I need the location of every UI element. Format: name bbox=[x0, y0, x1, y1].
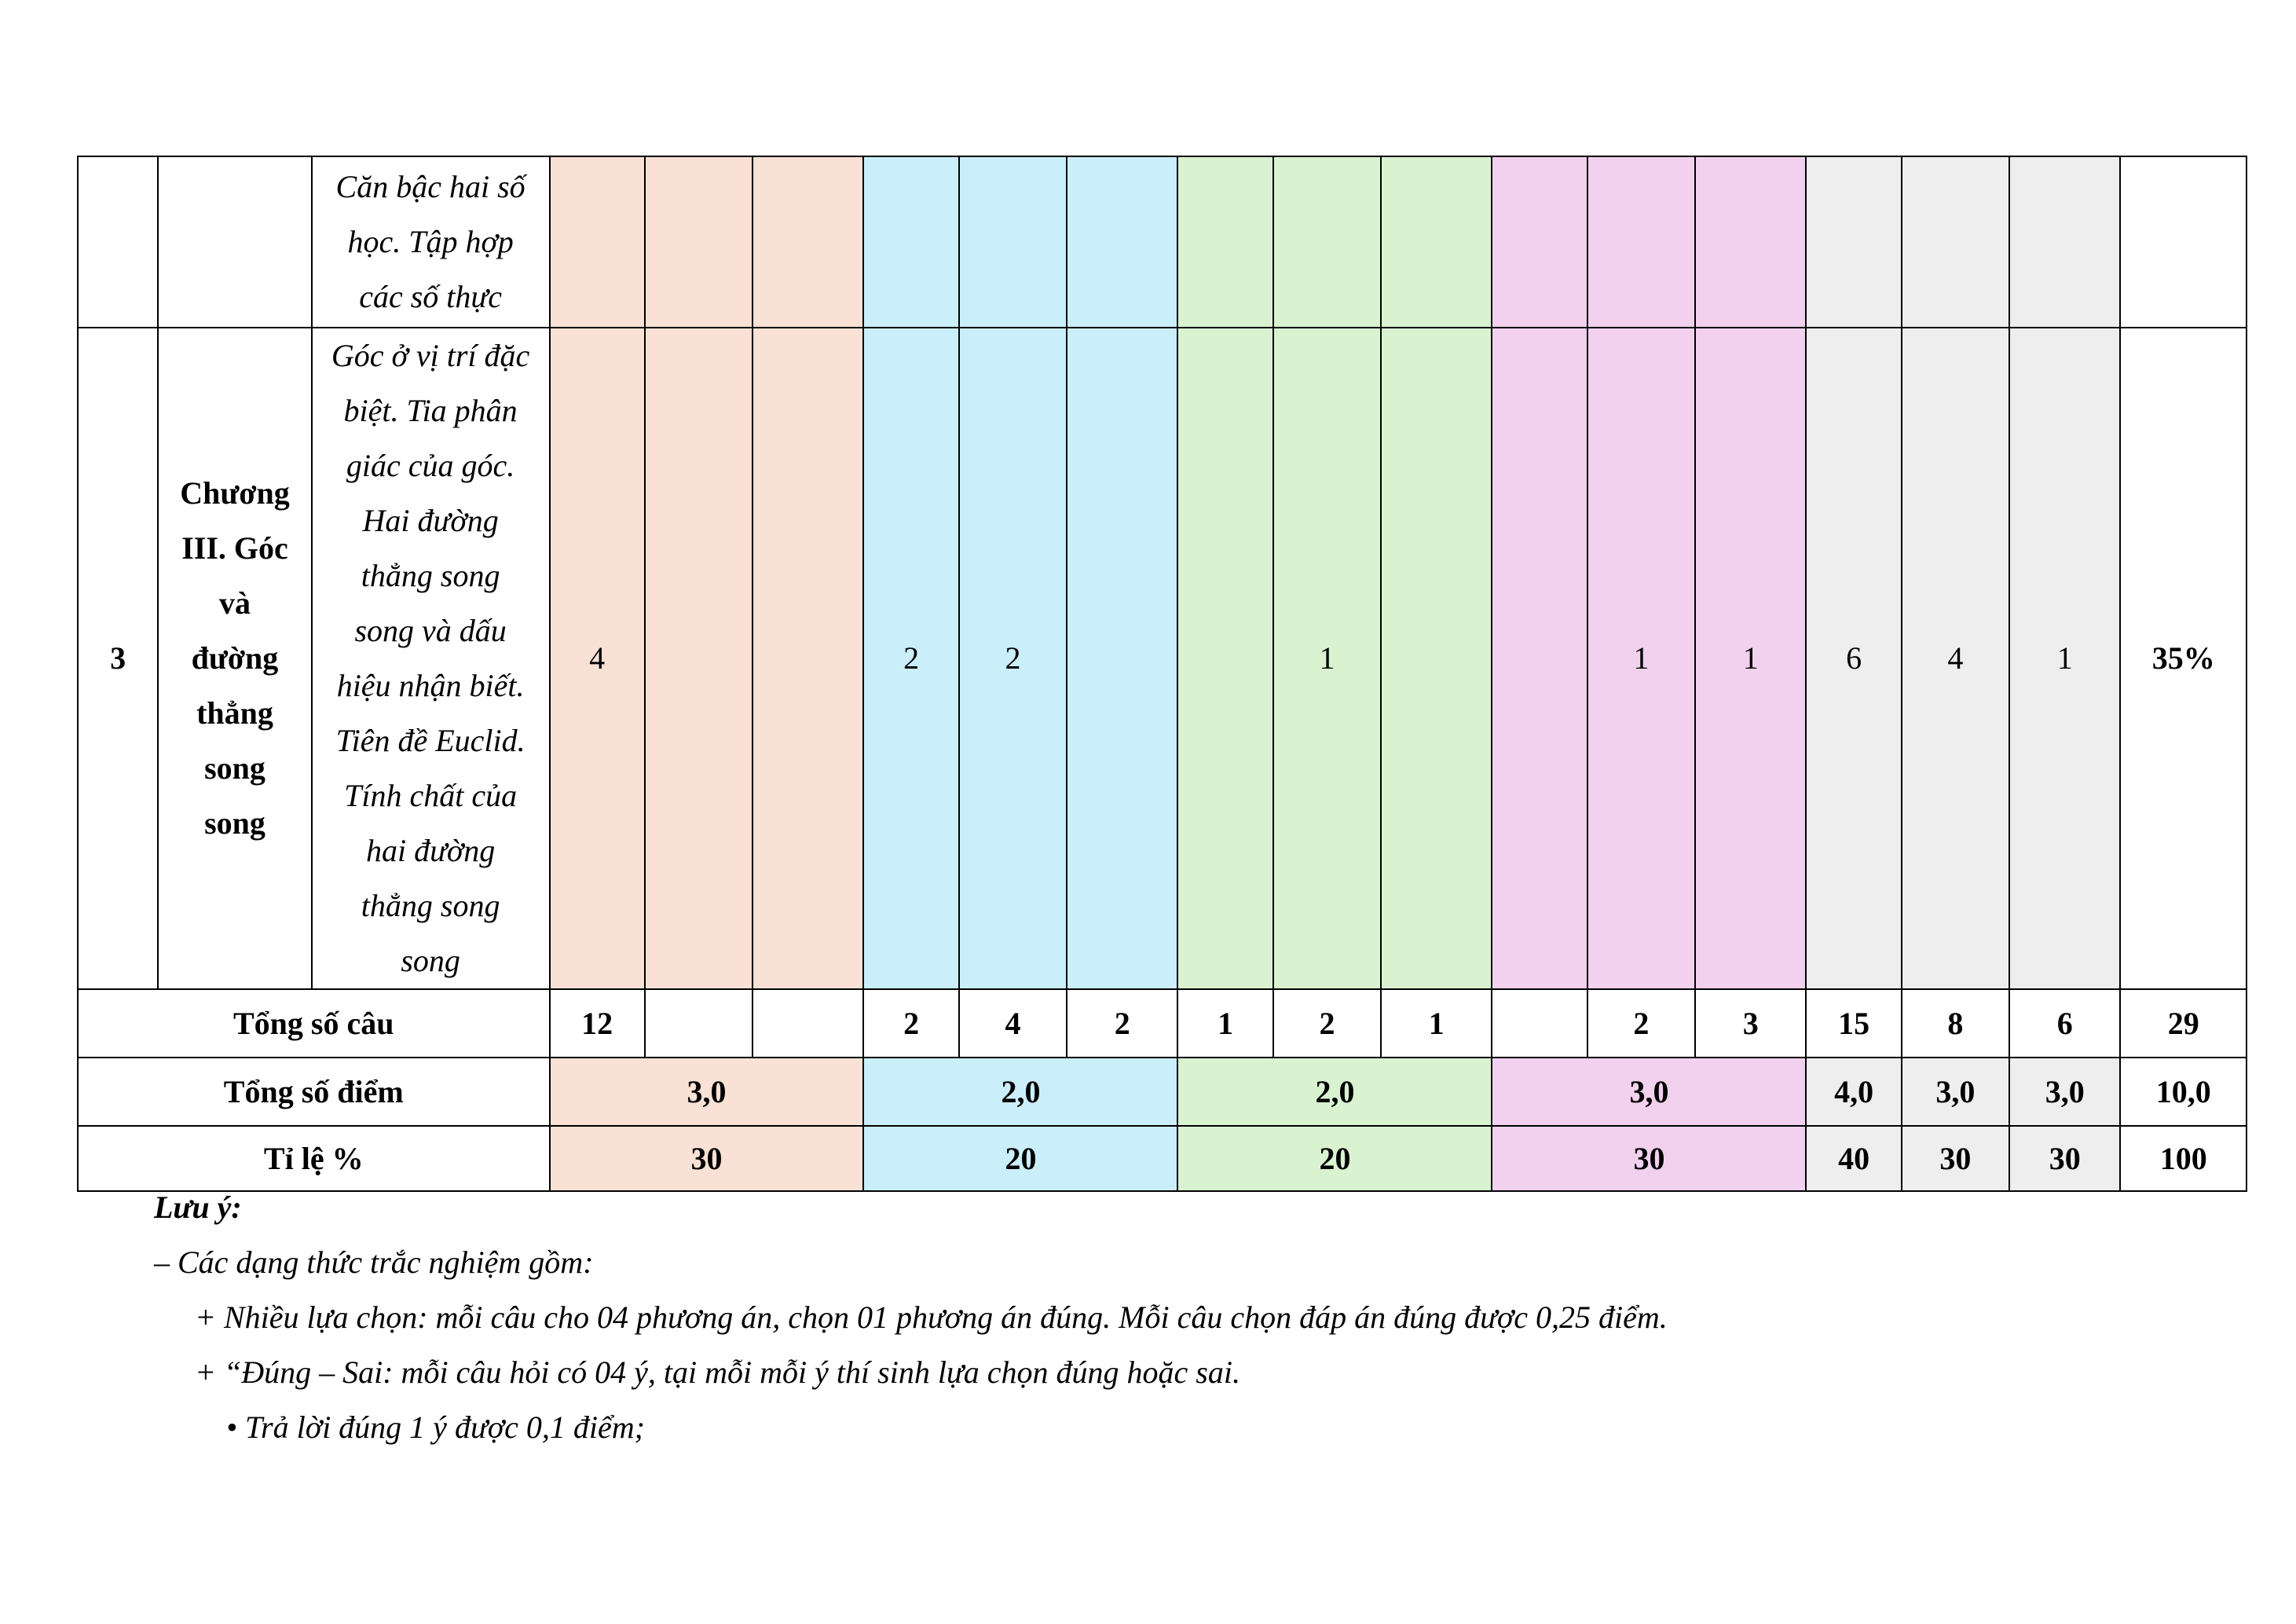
cell bbox=[1177, 156, 1273, 328]
cell: 1 bbox=[1381, 989, 1492, 1058]
notes-line: • Trả lời đúng 1 ý được 0,1 điểm; bbox=[226, 1410, 645, 1445]
notes-section bbox=[154, 1180, 1668, 1455]
group-cell: 3,0 bbox=[550, 1058, 864, 1126]
cell bbox=[1492, 328, 1587, 989]
cell: 15 bbox=[1806, 989, 1901, 1058]
group-cell: 3,0 bbox=[1492, 1058, 1806, 1126]
cell bbox=[1381, 328, 1492, 989]
cell bbox=[753, 328, 863, 989]
table-row bbox=[78, 156, 2247, 328]
cell bbox=[753, 156, 863, 328]
group-cell: 20 bbox=[863, 1126, 1177, 1191]
cell: 12 bbox=[550, 989, 645, 1058]
notes-line: + “Đúng – Sai: mỗi câu hỏi có 04 ý, tại mỗi mỗi ý thí sinh lựa chọn đúng hoặc sai. bbox=[195, 1355, 1240, 1390]
cell bbox=[1067, 156, 1177, 328]
assessment-matrix-table bbox=[77, 156, 2247, 1192]
cell: 1 bbox=[1177, 989, 1273, 1058]
cell bbox=[1587, 156, 1695, 328]
group-cell: 30 bbox=[550, 1126, 864, 1191]
chapter-cell bbox=[158, 156, 311, 328]
percent-cell: 35% bbox=[2120, 328, 2247, 989]
percent-cell bbox=[2120, 156, 2247, 328]
row-label: Tổng số câu bbox=[78, 989, 550, 1058]
cell bbox=[863, 156, 958, 328]
total-cell: 29 bbox=[2120, 989, 2247, 1058]
cell: 2 bbox=[863, 328, 958, 989]
cell: 4,0 bbox=[1806, 1058, 1901, 1126]
total-questions-row bbox=[78, 989, 2247, 1058]
cell: 3 bbox=[1695, 989, 1806, 1058]
total-cell: 10,0 bbox=[2120, 1058, 2247, 1126]
cell: 3,0 bbox=[1902, 1058, 2009, 1126]
total-cell: 100 bbox=[2120, 1126, 2247, 1191]
cell: 6 bbox=[2009, 989, 2120, 1058]
cell: 1 bbox=[1273, 328, 1381, 989]
group-cell: 2,0 bbox=[1177, 1058, 1492, 1126]
cell bbox=[1492, 156, 1587, 328]
group-cell: 30 bbox=[1492, 1126, 1806, 1191]
cell: 1 bbox=[2009, 328, 2120, 989]
cell: 4 bbox=[959, 989, 1067, 1058]
cell bbox=[550, 156, 645, 328]
group-cell: 20 bbox=[1177, 1126, 1492, 1191]
cell bbox=[1695, 156, 1806, 328]
index-cell: 3 bbox=[78, 328, 158, 989]
cell bbox=[645, 989, 753, 1058]
cell: 6 bbox=[1806, 328, 1901, 989]
cell: 2 bbox=[1273, 989, 1381, 1058]
row-label: Tổng số điểm bbox=[78, 1058, 550, 1126]
cell bbox=[1806, 156, 1901, 328]
index-cell bbox=[78, 156, 158, 328]
cell bbox=[1902, 156, 2009, 328]
total-points-row bbox=[78, 1058, 2247, 1126]
cell bbox=[645, 156, 753, 328]
cell: 8 bbox=[1902, 989, 2009, 1058]
table-row bbox=[78, 328, 2247, 989]
cell bbox=[1273, 156, 1381, 328]
cell bbox=[2009, 156, 2120, 328]
cell bbox=[1492, 989, 1587, 1058]
cell bbox=[753, 989, 863, 1058]
cell: 40 bbox=[1806, 1126, 1901, 1191]
cell: 4 bbox=[1902, 328, 2009, 989]
cell bbox=[645, 328, 753, 989]
cell: 2 bbox=[863, 989, 958, 1058]
cell bbox=[959, 156, 1067, 328]
cell: 2 bbox=[1067, 989, 1177, 1058]
cell: 2 bbox=[1587, 989, 1695, 1058]
cell: 30 bbox=[1902, 1126, 2009, 1191]
cell: 30 bbox=[2009, 1126, 2120, 1191]
notes-line: + Nhiều lựa chọn: mỗi câu cho 04 phương án, chọn 01 phương án đúng. Mỗi câu chọn đáp án đúng được 0,25 điểm. bbox=[195, 1300, 1668, 1335]
group-cell: 2,0 bbox=[863, 1058, 1177, 1126]
row-label: Tỉ lệ % bbox=[78, 1126, 550, 1191]
cell bbox=[1177, 328, 1273, 989]
topic-cell: Căn bậc hai số học. Tập hợp các số thực bbox=[312, 156, 550, 328]
notes-title: Lưu ý: bbox=[154, 1190, 242, 1225]
topic-cell: Góc ở vị trí đặc biệt. Tia phân giác của góc. Hai đường thẳng song song và dấu hiệu nhận biết. Tiên đề Euclid. Tính chất của hai đường thẳng song song bbox=[312, 328, 550, 989]
notes-line: – Các dạng thức trắc nghiệm gồm: bbox=[154, 1245, 594, 1280]
cell: 1 bbox=[1695, 328, 1806, 989]
cell: 2 bbox=[959, 328, 1067, 989]
chapter-cell: Chương III. Góc và đường thẳng song song bbox=[158, 328, 311, 989]
cell: 1 bbox=[1587, 328, 1695, 989]
cell bbox=[1381, 156, 1492, 328]
cell: 3,0 bbox=[2009, 1058, 2120, 1126]
cell bbox=[1067, 328, 1177, 989]
cell: 4 bbox=[550, 328, 645, 989]
